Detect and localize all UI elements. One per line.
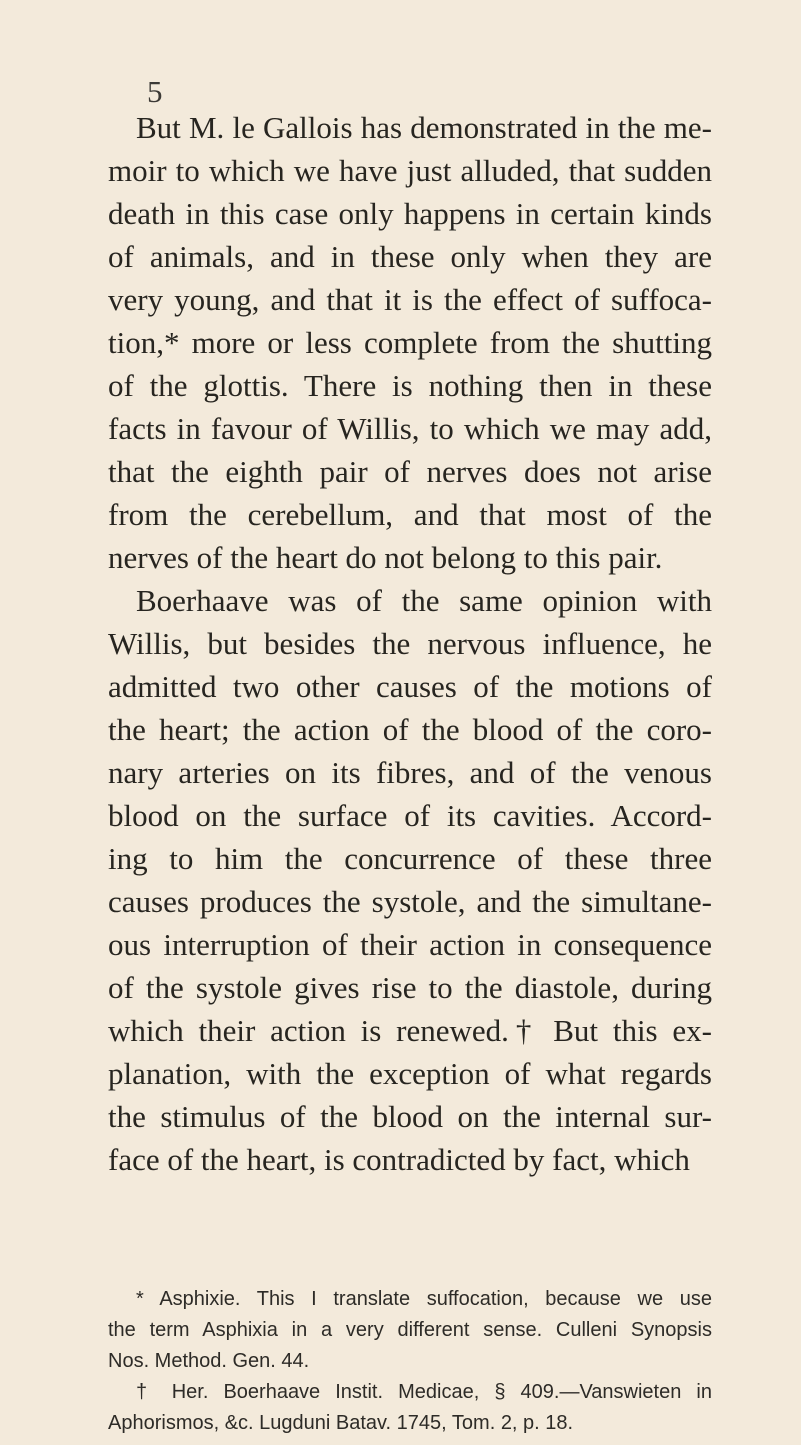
body-line: the heart; the action of the blood of the coro- <box>108 712 712 747</box>
body-line: But M. le Gallois has demonstrated in the me- <box>136 110 712 145</box>
body-line: tion,* more or less complete from the shutting <box>108 325 712 360</box>
body-line: of the glottis. There is nothing then in these <box>108 368 712 403</box>
body-line: of animals, and in these only when they are <box>108 239 712 274</box>
page-number: 5 <box>147 74 163 109</box>
body-line: from the cerebellum, and that most of the <box>108 497 712 532</box>
body-line: ing to him the concurrence of these three <box>108 841 712 876</box>
body-line: Willis, but besides the nervous influence, he <box>108 626 712 661</box>
footnote-line: † Her. Boerhaave Instit. Medicae, § 409.—Vanswieten in <box>136 1381 712 1403</box>
footnote-line: Nos. Method. Gen. 44. <box>108 1350 310 1372</box>
body-line: very young, and that it is the effect of suffoca- <box>108 282 712 317</box>
body-line: nary arteries on its fibres, and of the venous <box>108 755 712 790</box>
footnote-line: * Asphixie. This I translate suffocation, because we use <box>136 1288 712 1310</box>
body-line: ous interruption of their action in consequence <box>108 927 712 962</box>
body-line: blood on the surface of its cavities. Accord- <box>108 798 712 833</box>
body-line: nerves of the heart do not belong to this pair. <box>108 540 663 575</box>
body-line: face of the heart, is contradicted by fact, which <box>108 1142 690 1177</box>
body-line: planation, with the exception of what regards <box>108 1056 712 1091</box>
body-line: moir to which we have just alluded, that sudden <box>108 153 712 188</box>
footnote-line: the term Asphixia in a very different sense. Culleni Synopsis <box>108 1319 712 1341</box>
body-line: death in this case only happens in certain kinds <box>108 196 712 231</box>
body-line: admitted two other causes of the motions of <box>108 669 712 704</box>
body-line: causes produces the systole, and the simultane- <box>108 884 712 919</box>
body-line: the stimulus of the blood on the internal sur- <box>108 1099 712 1134</box>
body-line: Boerhaave was of the same opinion with <box>136 583 712 618</box>
body-line: that the eighth pair of nerves does not arise <box>108 454 712 489</box>
body-line: of the systole gives rise to the diastole, during <box>108 970 712 1005</box>
body-line: which their action is renewed.† But this ex- <box>108 1013 712 1048</box>
footnote-line: Aphorismos, &c. Lugduni Batav. 1745, Tom. 2, p. 18. <box>108 1412 574 1434</box>
body-line: facts in favour of Willis, to which we may add, <box>108 411 712 446</box>
